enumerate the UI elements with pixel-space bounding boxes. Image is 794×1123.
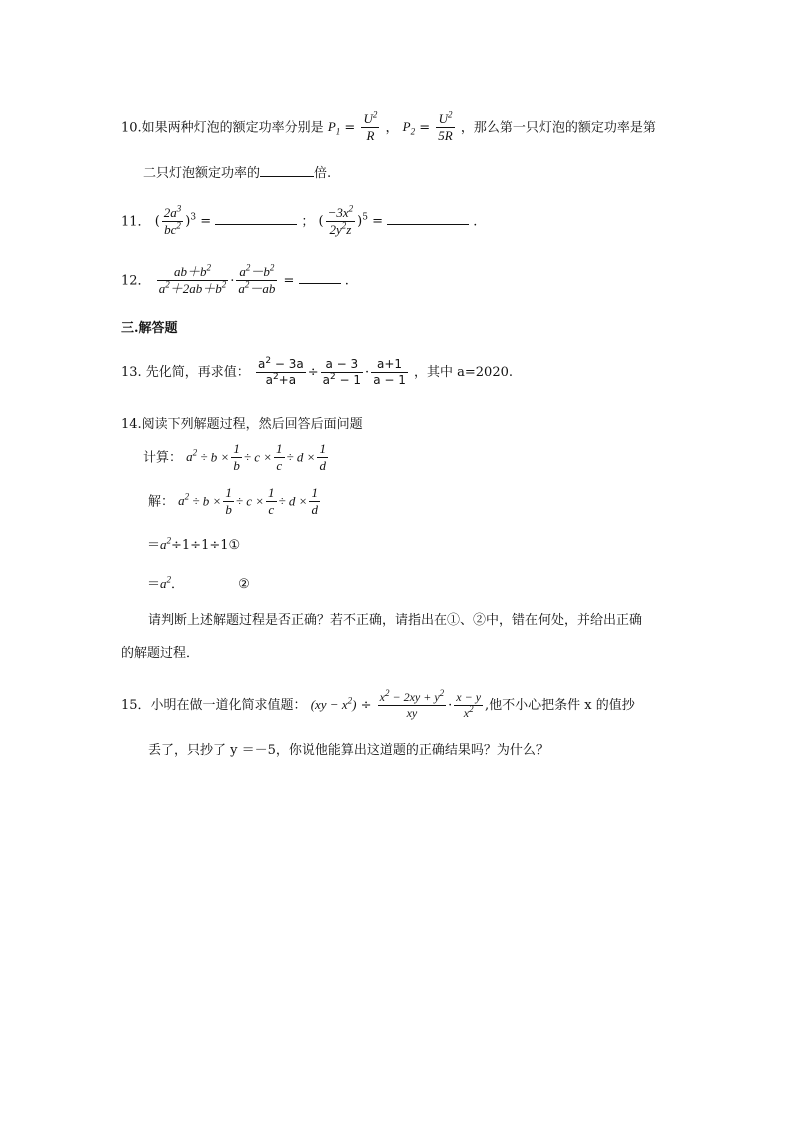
q15-text-a: 15．小明在做一道化简求值题： bbox=[121, 698, 307, 713]
q10-text-b: ，那么第一只灯泡的额定功率是第 bbox=[460, 120, 656, 136]
p1-symbol: $P_1$ bbox=[327, 119, 341, 137]
period: . bbox=[344, 273, 349, 289]
q12-fraction1: $\frac{ab+b^2}{a^2+2ab+b^2}$ bbox=[158, 262, 227, 297]
section-heading: 三.解答题 bbox=[121, 321, 178, 336]
q14-step2: $=a^2$． ② bbox=[147, 574, 250, 592]
q15-line1: 15．小明在做一道化简求值题： $(xy - x^2)$ ÷ $\frac{x^2 - 2xy + y^2}{xy}$ · $\frac{x - y}{x^2}$ ,他不小心把条件 x 的值抄 bbox=[121, 688, 635, 720]
fraction-u2-over-5r: $\frac{U^2}{5R}$ bbox=[438, 109, 453, 144]
q15-fraction2: $\frac{x - y}{x^2}$ bbox=[456, 690, 482, 720]
comma: ， bbox=[385, 120, 399, 136]
q14-intro: 14.阅读下列解题过程，然后回答后面问题 bbox=[121, 417, 363, 432]
equals-sign: = bbox=[344, 120, 356, 136]
q10-text-d: 倍. bbox=[314, 166, 332, 181]
answer-blank[interactable] bbox=[387, 223, 469, 225]
solution-label: 解： bbox=[148, 494, 175, 510]
q13-fraction3: $\frac{a+1}{a - 1}$ bbox=[373, 357, 406, 387]
q10-text-c: 二只灯泡额定功率的 bbox=[143, 166, 261, 181]
answer-blank[interactable] bbox=[260, 175, 314, 177]
q11-line bbox=[121, 205, 477, 239]
q11-number: 11． bbox=[121, 214, 151, 230]
divide-sign: ÷ bbox=[307, 365, 319, 380]
q10-line1 bbox=[121, 111, 656, 145]
q15-fraction1: $\frac{x^2 - 2xy + y^2}{xy}$ bbox=[379, 688, 445, 720]
multiply-dot: · bbox=[230, 273, 235, 289]
semicolon: ； bbox=[301, 214, 315, 230]
q15-text-b: ,他不小心把条件 x 的值抄 bbox=[485, 698, 635, 713]
q15-line2: 丢了，只抄了 y ＝－5，你说他能算出这道题的正确结果吗？为什么？ bbox=[148, 743, 549, 758]
equals-sign: = bbox=[283, 273, 295, 289]
divide-sign: ÷ bbox=[360, 698, 372, 713]
q14-calc-line: 计算： $a^2 \div b$ × $\frac{1}{b}$ ÷ c × $\frac{1}{c}$ ÷ d × $\frac{1}{d}$ bbox=[143, 441, 326, 474]
circled-2-mark: ② bbox=[238, 577, 250, 592]
q13-text-a: 13. 先化简，再求值： bbox=[121, 365, 250, 380]
multiply-dot: · bbox=[448, 698, 453, 713]
q11-expr2: ( $\frac{-3x^2}{2y^2z}$ )$^5$ = bbox=[318, 203, 384, 238]
q13-line bbox=[121, 357, 513, 388]
period: . bbox=[473, 214, 478, 230]
q12-line bbox=[121, 264, 349, 298]
multiply-dot: · bbox=[365, 365, 370, 380]
q14-judge-a: 请判断上述解题过程是否正确？若不正确，请指出在①、②中，错在何处，并给出正确 bbox=[148, 613, 643, 628]
q12-fraction2: $\frac{a^2-b^2}{a^2-ab}$ bbox=[238, 262, 276, 297]
answer-blank[interactable] bbox=[299, 282, 341, 284]
q14-step1: $=a^2\div 1\div 1\div 1①$ bbox=[147, 535, 241, 553]
q14-solution-line: 解： $a^2 \div b$ × $\frac{1}{b}$ ÷ c × $\frac{1}{c}$ ÷ d × $\frac{1}{d}$ bbox=[148, 485, 318, 518]
q14-judge-b: 的解题过程． bbox=[121, 646, 200, 661]
q13-text-b: ，其中 a=2020. bbox=[414, 365, 513, 380]
calc-label: 计算： bbox=[143, 450, 183, 466]
p2-symbol: $P_2$ bbox=[402, 119, 416, 137]
q13-fraction1: $\frac{a^2 - 3a}{a^2+a}$ bbox=[257, 356, 304, 387]
q11-expr1: ( $\frac{2a^3}{bc^2}$ )$^3$ = bbox=[154, 203, 212, 238]
answer-blank[interactable] bbox=[215, 223, 297, 225]
equals-sign: = bbox=[419, 120, 431, 136]
q10-text-a: 10.如果两种灯泡的额定功率分别是 bbox=[121, 120, 324, 136]
q12-number: 12． bbox=[121, 273, 151, 289]
q13-fraction2: $\frac{a - 3}{a^2 - 1}$ bbox=[322, 357, 362, 387]
fraction-u2-over-r: $\frac{U^2}{R}$ bbox=[363, 109, 378, 144]
q10-line2 bbox=[143, 167, 331, 180]
